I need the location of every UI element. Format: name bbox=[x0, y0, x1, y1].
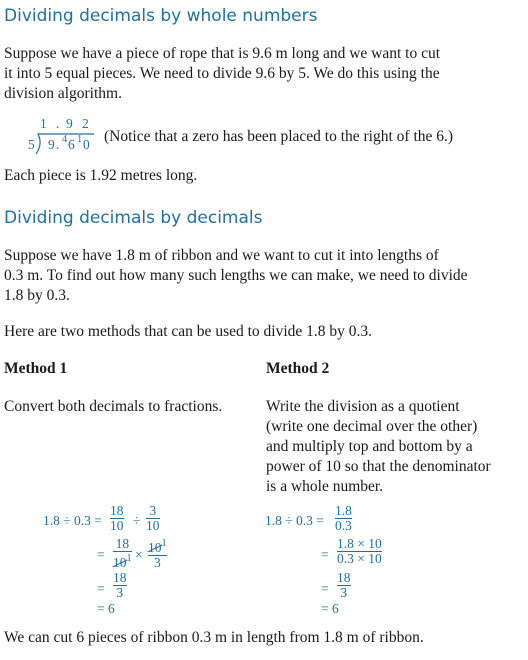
dividend-digit: 0 bbox=[83, 137, 90, 152]
numerator: 3 bbox=[149, 503, 157, 518]
section1-heading: Dividing decimals by whole numbers bbox=[4, 6, 318, 26]
numerator: 18 bbox=[115, 536, 130, 551]
section2-paragraph bbox=[4, 246, 468, 306]
description-line: Write the division as a quotient bbox=[266, 398, 460, 415]
fraction bbox=[113, 572, 127, 599]
paragraph-line: it into 5 equal pieces. We need to divide 9.6 by 5. We do this using the bbox=[4, 65, 440, 82]
paragraph-line: Suppose we have a piece of rope that is 9.6 m long and we want to cut bbox=[4, 45, 441, 62]
method2-answer: = 6 bbox=[321, 601, 339, 616]
denominator: 3 bbox=[116, 585, 124, 600]
cancelled-denominator: 10 bbox=[113, 554, 127, 570]
cancel-result: 1 bbox=[126, 553, 132, 564]
method2-lhs: 1.8 ÷ 0.3 = bbox=[265, 513, 324, 528]
section1-paragraph bbox=[4, 44, 440, 104]
dividend-point: . bbox=[56, 137, 60, 152]
paragraph-line: 1.8 by 0.3. bbox=[4, 287, 70, 304]
equals-sign: = bbox=[97, 581, 105, 596]
section2-intro: Here are two methods that can be used to divide 1.8 by 0.3. bbox=[4, 323, 373, 340]
quotient-digit: 2 bbox=[82, 116, 89, 131]
equals-sign: = bbox=[97, 547, 105, 562]
quotient-digit: 9 bbox=[66, 116, 73, 131]
section2-heading: Dividing decimals by decimals bbox=[4, 208, 263, 228]
paragraph-line: division algorithm. bbox=[4, 85, 122, 102]
section1-result: Each piece is 1.92 metres long. bbox=[4, 167, 198, 184]
description-line: power of 10 so that the denominator bbox=[266, 458, 491, 475]
method1-description: Convert both decimals to fractions. bbox=[4, 398, 223, 415]
quotient-point: . bbox=[56, 116, 60, 131]
notice-text: (Notice that a zero has been placed to the right of the 6.) bbox=[104, 128, 454, 145]
times-sign: × bbox=[135, 547, 143, 562]
description-line: (write one decimal over the other) bbox=[266, 418, 478, 435]
divisor: 5 bbox=[28, 137, 35, 152]
fraction bbox=[148, 538, 167, 569]
fraction-bar bbox=[113, 551, 132, 552]
carry-digit: 1 bbox=[77, 134, 83, 145]
denominator: 3 bbox=[154, 554, 161, 570]
method1-answer: = 6 bbox=[97, 601, 115, 616]
paragraph-line: 0.3 m. To find out how many such lengths we can make, we need to divide bbox=[4, 267, 468, 284]
method2-title: Method 2 bbox=[266, 360, 330, 377]
numerator: 1.8 × 10 bbox=[337, 536, 382, 551]
method1-title: Method 1 bbox=[4, 360, 68, 377]
fraction bbox=[337, 572, 351, 599]
fraction bbox=[335, 505, 352, 532]
denominator: 0.3 × 10 bbox=[337, 551, 382, 566]
numerator bbox=[148, 538, 167, 554]
numerator: 18 bbox=[113, 570, 127, 585]
equals-sign: = bbox=[321, 547, 329, 562]
paragraph-line: Suppose we have 1.8 m of ribbon and we want to cut it into lengths of bbox=[4, 247, 439, 264]
numerator: 1.8 bbox=[335, 503, 352, 518]
conclusion: We can cut 6 pieces of ribbon 0.3 m in length from 1.8 m of ribbon. bbox=[4, 629, 424, 646]
numerator: 18 bbox=[337, 570, 351, 585]
dividend-digit: 9 bbox=[48, 137, 55, 152]
cancel-result: 1 bbox=[161, 538, 167, 549]
carry-digit: 4 bbox=[62, 134, 68, 145]
fraction bbox=[337, 538, 382, 565]
denominator: 10 bbox=[146, 518, 160, 533]
dividend-digit: 6 bbox=[68, 137, 75, 152]
fraction bbox=[110, 505, 124, 532]
description-line: and multiply top and bottom by a bbox=[266, 438, 473, 455]
divide-sign: ÷ bbox=[133, 513, 141, 528]
description-line: is a whole number. bbox=[266, 478, 384, 495]
method1-lhs: 1.8 ÷ 0.3 = bbox=[43, 513, 102, 528]
denominator: 0.3 bbox=[335, 518, 352, 533]
denominator: 10 bbox=[110, 518, 124, 533]
denominator bbox=[113, 553, 132, 569]
quotient-digit: 1 bbox=[40, 116, 47, 131]
fraction bbox=[113, 538, 132, 569]
cancelled-numerator: 10 bbox=[148, 539, 162, 555]
equals-sign: = bbox=[321, 581, 329, 596]
method2-description bbox=[266, 397, 491, 497]
numerator: 18 bbox=[110, 503, 124, 518]
fraction bbox=[146, 505, 160, 532]
denominator: 3 bbox=[340, 585, 348, 600]
